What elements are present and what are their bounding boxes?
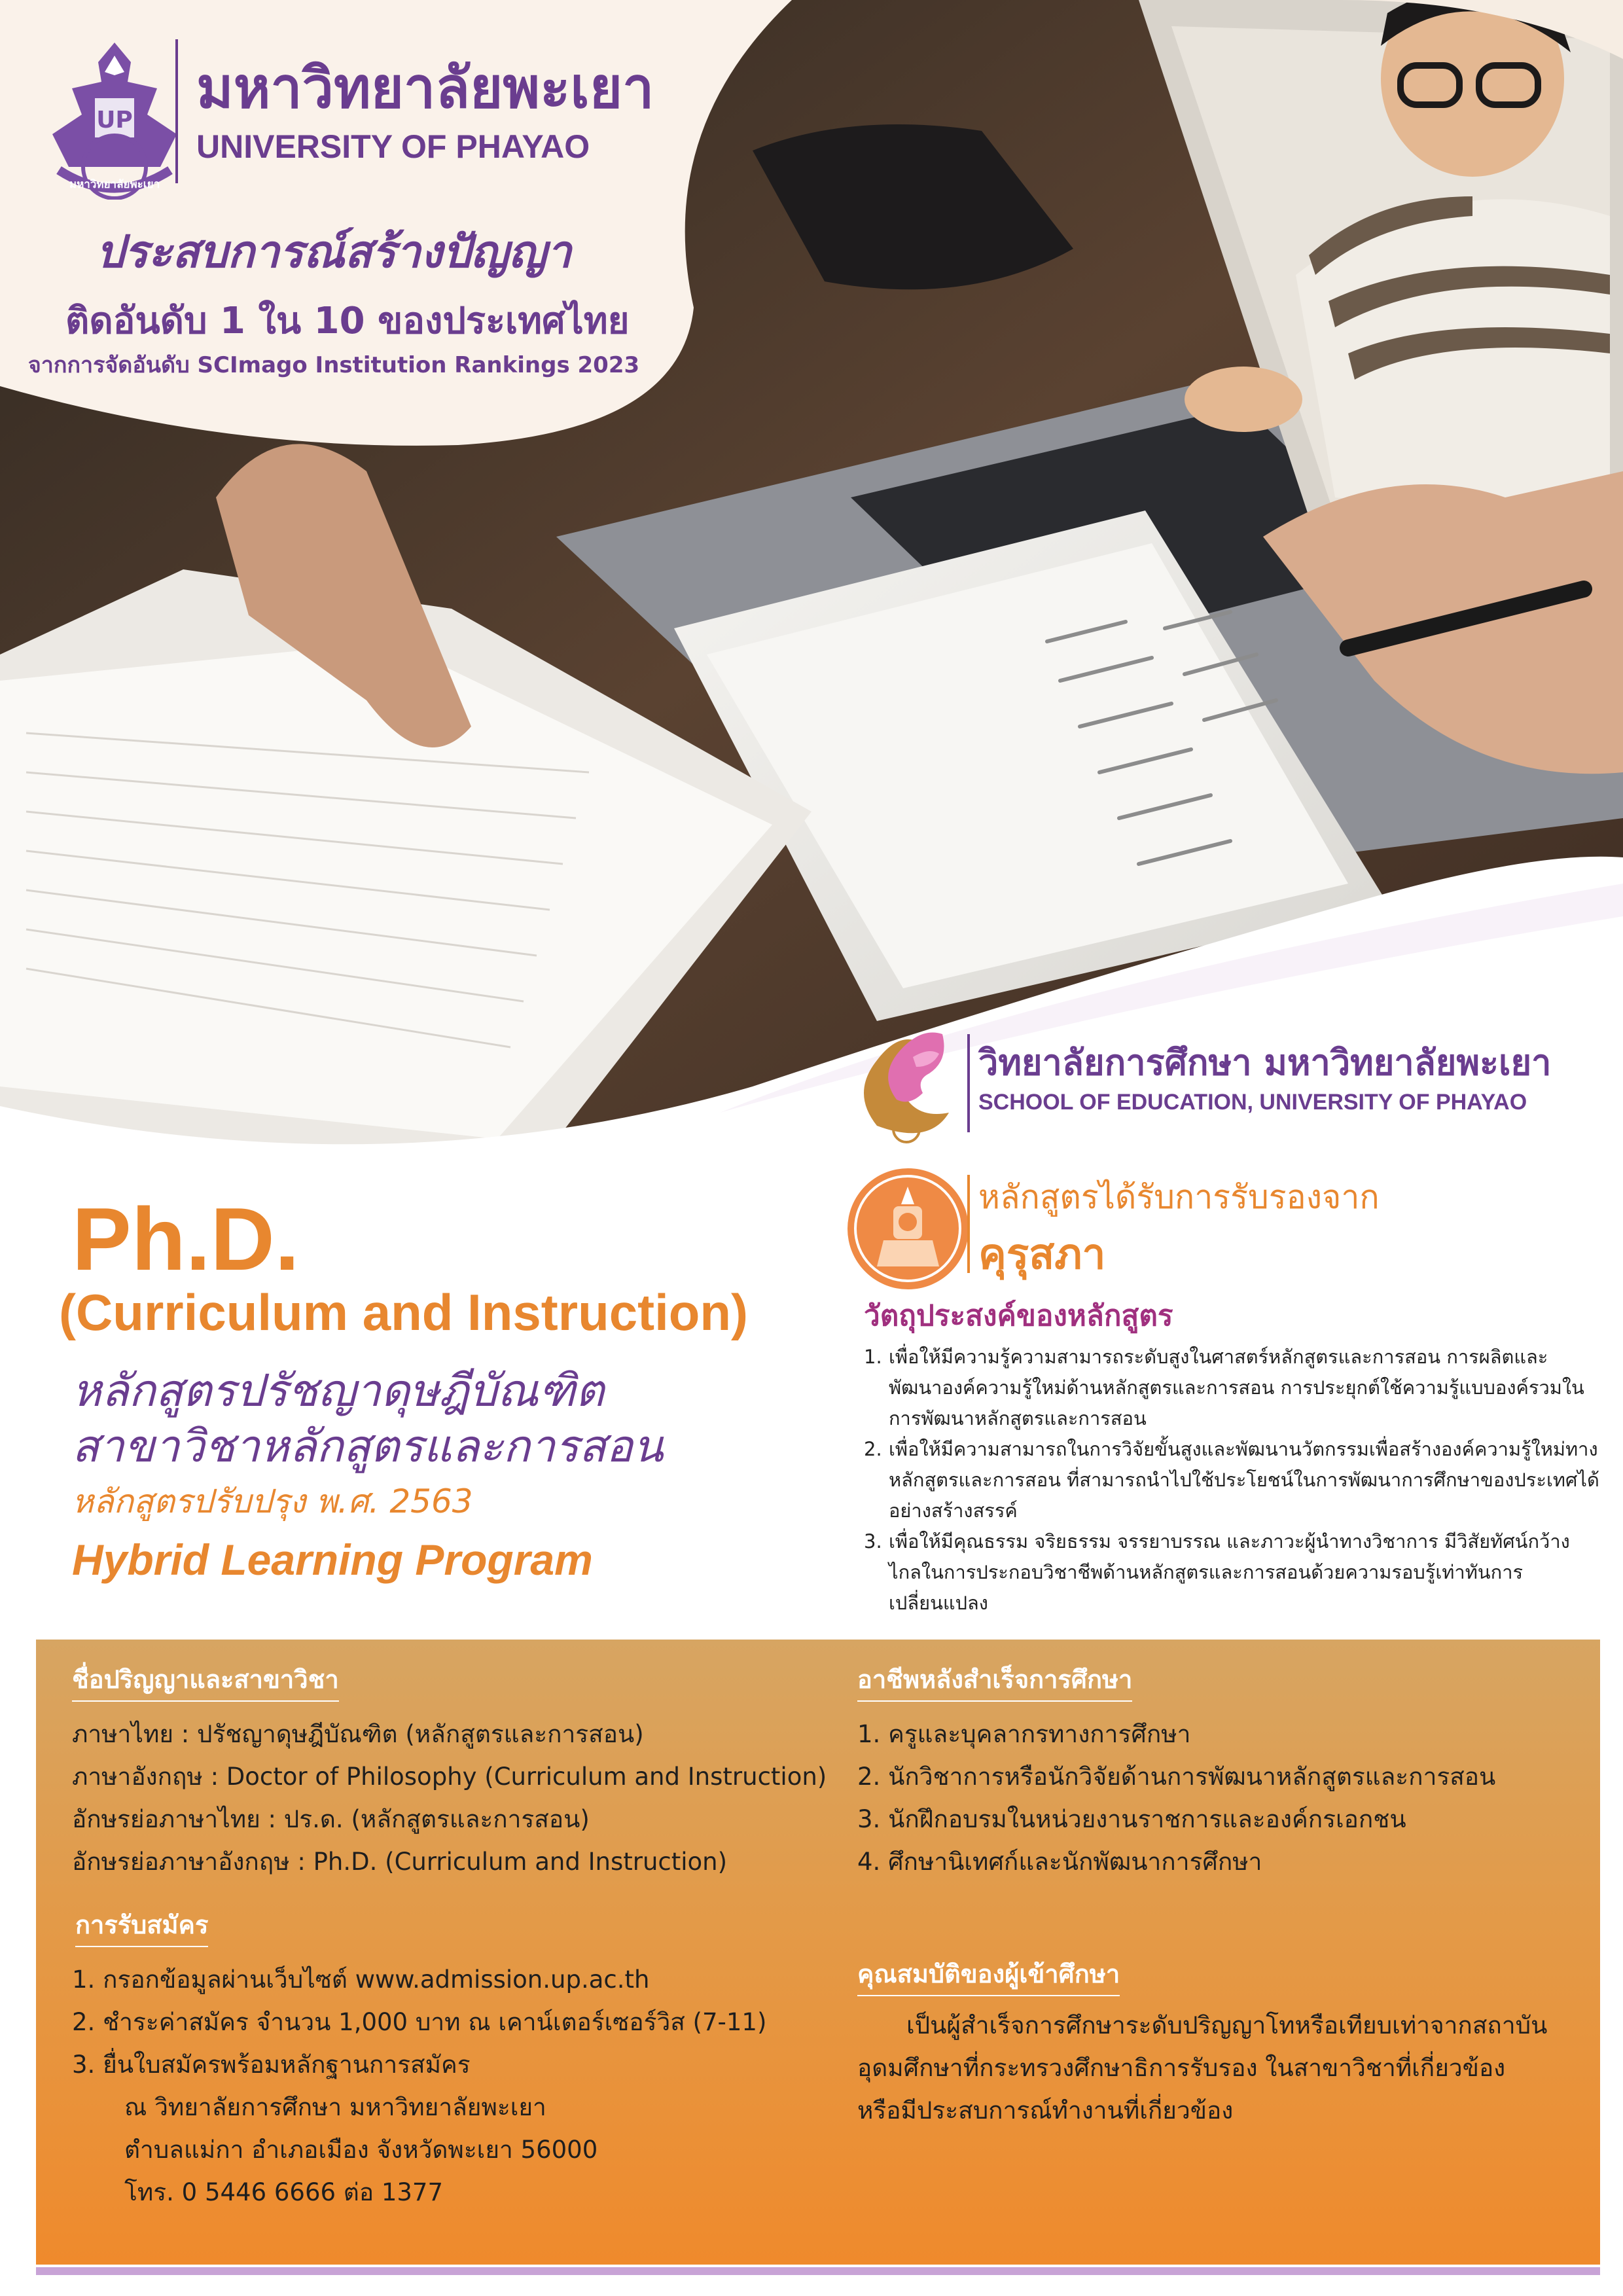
school-divider (967, 1034, 970, 1132)
objective-item (864, 1434, 1600, 1526)
program-major-th: สาขาวิชาหลักสูตรและการสอน (72, 1421, 664, 1473)
application-phone: โทร. 0 5446 6666 ต่อ 1377 (124, 2178, 443, 2206)
qualification-line: เป็นผู้สำเร็จการศึกษาระดับปริญญาโทหรือเทียบเท่าจากสถาบัน (906, 2011, 1548, 2039)
school-of-education-logo-icon (851, 1021, 962, 1145)
seal-text: มหาวิทยาลัยพะเยา (69, 178, 160, 191)
careers-title: อาชีพหลังสำเร็จการศึกษา (857, 1659, 1132, 1699)
qualification-line: หรือมีประสบการณ์ทำงานที่เกี่ยวข้อง (857, 2096, 1234, 2125)
tagline: ประสบการณ์สร้างปัญญา (96, 226, 572, 278)
program-mode: Hybrid Learning Program (72, 1535, 593, 1584)
objective-text: เพื่อให้มีความรู้ความสามารถระดับสูงในศาสตร์หลักสูตรและการสอน การผลิตและพัฒนาองค์ความรู้ใหม่ด้านหลักสูตรและการสอน การประยุกต์ใช้ความรู้แบบองค์รวมในการพัฒนาหลักสูตรและการสอน (889, 1346, 1584, 1429)
objective-number: 3. (864, 1530, 882, 1552)
accreditation-label: หลักสูตรได้รับการรับรองจาก (978, 1178, 1380, 1216)
degree-info-line: อักษรย่อภาษาไทย : ปร.ด. (หลักสูตรและการสอน) (72, 1805, 590, 1833)
program-revision: หลักสูตรปรับปรุง พ.ศ. 2563 (72, 1482, 473, 1520)
degree-title: Ph.D. (72, 1189, 300, 1289)
header-divider (175, 39, 178, 183)
degree-info-title: ชื่อปริญญาและสาขาวิชา (72, 1659, 339, 1699)
panel-underline (36, 2267, 1600, 2275)
objective-number: 1. (864, 1346, 882, 1368)
career-item: 4. ศึกษานิเทศก์และนักพัฒนาการศึกษา (857, 1848, 1262, 1876)
objectives-title: วัตถุประสงค์ของหลักสูตร (864, 1299, 1173, 1333)
application-step: 1. กรอกข้อมูลผ่านเว็บไซต์ www.admission.up.ac.th (72, 1965, 650, 1994)
degree-info-line: ภาษาไทย : ปรัชญาดุษฎีบัณฑิต (หลักสูตรและการสอน) (72, 1720, 644, 1748)
ranking-headline: ติดอันดับ 1 ใน 10 ของประเทศไทย (65, 300, 630, 342)
career-item: 3. นักฝึกอบรมในหน่วยงานราชการและองค์กรเอกชน (857, 1805, 1406, 1833)
qualification-line: อุดมศึกษาที่กระทรวงศึกษาธิการรับรอง ในสาขาวิชาที่เกี่ยวข้อง (857, 2054, 1506, 2082)
university-name-th: มหาวิทยาลัยพะเยา (196, 56, 654, 121)
program-name-th: หลักสูตรปรัชญาดุษฎีบัณฑิต (72, 1365, 605, 1417)
degree-info-line: อักษรย่อภาษาอังกฤษ : Ph.D. (Curriculum and Instruction) (72, 1848, 728, 1876)
application-address: ตำบลแม่กา อำเภอเมือง จังหวัดพะเยา 56000 (124, 2136, 598, 2164)
objective-number: 2. (864, 1438, 882, 1460)
application-title: การรับสมัคร (75, 1905, 208, 1945)
objective-text: เพื่อให้มีคุณธรรม จริยธรรม จรรยาบรรณ และภาวะผู้นำทางวิชาการ มีวิสัยทัศน์กว้างไกลในการประกอบวิชาชีพด้านหลักสูตรและการสอนด้วยความรอบรู้เท่าทันการเปลี่ยนแปลง (889, 1530, 1570, 1614)
objective-item (864, 1342, 1600, 1434)
application-address: ณ วิทยาลัยการศึกษา มหาวิทยาลัยพะเยา (124, 2093, 546, 2121)
accreditation-divider (967, 1175, 970, 1273)
career-item: 1. ครูและบุคลากรทางการศึกษา (857, 1720, 1191, 1748)
accreditation-body: คุรุสภา (978, 1230, 1106, 1279)
qualifications-title: คุณสมบัติของผู้เข้าศึกษา (857, 1954, 1120, 1994)
career-item: 2. นักวิชาการหรือนักวิจัยด้านการพัฒนาหลักสูตรและการสอน (857, 1763, 1496, 1791)
school-name-th: วิทยาลัยการศึกษา มหาวิทยาลัยพะเยา (978, 1042, 1552, 1083)
application-step: 2. ชำระค่าสมัคร จำนวน 1,000 บาท ณ เคาน์เตอร์เซอร์วิส (7-11) (72, 2008, 767, 2036)
objective-text: เพื่อให้มีความสามารถในการวิจัยขั้นสูงและพัฒนานวัตกรรมเพื่อสร้างองค์ความรู้ใหม่ทางหลักสูตรและการสอน ที่สามารถนำไปใช้ประโยชน์ในการพัฒนาการศึกษาของประเทศได้อย่างสร้างสรรค์ (889, 1438, 1599, 1522)
school-name-en: SCHOOL OF EDUCATION, UNIVERSITY OF PHAYAO (978, 1090, 1527, 1115)
ranking-source: จากการจัดอันดับ SCImago Institution Rankings 2023 (27, 352, 640, 378)
university-name-en: UNIVERSITY OF PHAYAO (196, 128, 590, 165)
application-step: 3. ยื่นใบสมัครพร้อมหลักฐานการสมัคร (72, 2051, 471, 2079)
objective-item (864, 1526, 1600, 1619)
svg-text:UP: UP (96, 107, 133, 134)
teachers-council-seal-icon (847, 1168, 969, 1289)
degree-major-en: (Curriculum and Instruction) (59, 1283, 748, 1341)
university-seal-icon (33, 36, 196, 200)
degree-info-line: ภาษาอังกฤษ : Doctor of Philosophy (Curriculum and Instruction) (72, 1763, 827, 1791)
objectives-list (864, 1342, 1600, 1619)
